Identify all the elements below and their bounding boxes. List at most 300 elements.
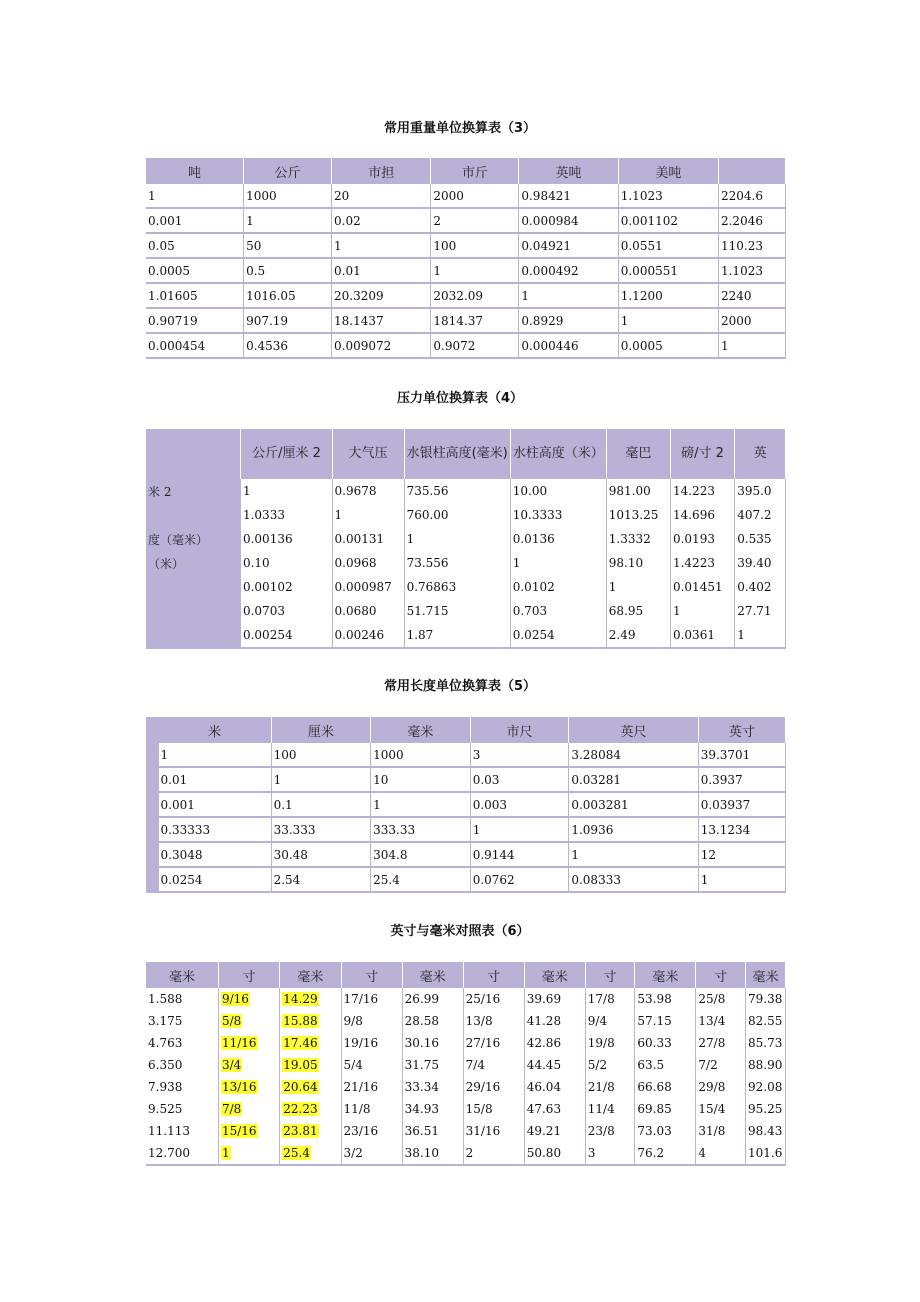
table-cell: 0.009072 <box>332 333 431 358</box>
column-header: 寸 <box>341 962 402 988</box>
table-cell: 4 <box>696 1142 746 1165</box>
table-row <box>146 283 786 308</box>
highlighted-value: 14.29 <box>283 992 318 1006</box>
table-cell: 1.1023 <box>718 258 785 283</box>
table-cell: 1.4223 <box>670 551 734 575</box>
table-cell: 304.8 <box>371 842 471 867</box>
table-cell: 0.3937 <box>698 767 785 792</box>
table-cell: 1 <box>332 503 404 527</box>
table-cell: 25/16 <box>463 988 524 1010</box>
table-cell: 29/16 <box>463 1076 524 1098</box>
weight-conversion-table <box>146 158 786 359</box>
table-row <box>146 233 786 258</box>
table-cell: 2000 <box>431 184 519 208</box>
table-cell: 21/8 <box>585 1076 635 1098</box>
table-cell: 1.3332 <box>606 527 670 551</box>
table-cell: 2 <box>431 208 519 233</box>
table-edge-cell <box>146 842 158 867</box>
table-cell: 0.03281 <box>569 767 698 792</box>
table-cell: 1 <box>470 817 569 842</box>
table-cell: 14.223 <box>670 479 734 503</box>
table-cell: 60.33 <box>635 1032 696 1054</box>
table-cell: 1 <box>718 333 785 358</box>
table-cell: 5/2 <box>585 1054 635 1076</box>
table-cell: 1 <box>371 792 471 817</box>
table-cell: 0.003 <box>470 792 569 817</box>
inch-mm-table-clip <box>146 962 786 1166</box>
table-cell: 1 <box>431 258 519 283</box>
table-cell: 0.0551 <box>618 233 718 258</box>
table-cell: 20.3209 <box>332 283 431 308</box>
highlighted-value: 11/16 <box>221 1036 257 1050</box>
table-cell: 12.700 <box>146 1142 218 1165</box>
column-header: 寸 <box>218 962 279 988</box>
table-edge-cell <box>146 767 158 792</box>
table-cell <box>218 1032 279 1054</box>
table-cell: 0.000446 <box>519 333 618 358</box>
table-cell: 1814.37 <box>431 308 519 333</box>
table-cell: 39.40 <box>735 551 786 575</box>
column-header: 毫米 <box>146 962 218 988</box>
length-table-clip <box>146 717 786 893</box>
table-cell: 0.98421 <box>519 184 618 208</box>
table-cell: 0.00254 <box>241 623 332 648</box>
table-cell: 33.34 <box>402 1076 463 1098</box>
highlighted-value: 15.88 <box>283 1014 318 1028</box>
table-cell: 0.0005 <box>146 258 244 283</box>
column-header: 毫米 <box>635 962 696 988</box>
table-cell: 1 <box>271 767 371 792</box>
table-cell: 1000 <box>371 743 471 767</box>
table-cell: 0.0762 <box>470 867 569 892</box>
column-header <box>718 158 785 184</box>
table-header-row <box>146 717 786 743</box>
table-cell: 50 <box>244 233 332 258</box>
weight-table-clip <box>146 158 786 359</box>
table-cell: 101.6 <box>746 1142 786 1165</box>
table-cell: 1 <box>158 743 271 767</box>
table-cell: 85.73 <box>746 1032 786 1054</box>
table-cell: 31/16 <box>463 1120 524 1142</box>
table-cell: 38.10 <box>402 1142 463 1165</box>
table-header-row <box>146 429 786 479</box>
table-cell: 7/4 <box>463 1054 524 1076</box>
table-cell: 26.99 <box>402 988 463 1010</box>
highlighted-value: 19.05 <box>283 1058 318 1072</box>
table-cell: 11/4 <box>585 1098 635 1120</box>
table-cell: 0.9678 <box>332 479 404 503</box>
table-cell: 14.696 <box>670 503 734 527</box>
table-cell: 0.001 <box>146 208 244 233</box>
column-header: 磅/寸 2 <box>670 429 734 479</box>
column-header: 市担 <box>332 158 431 184</box>
table-cell: 19/16 <box>341 1032 402 1054</box>
table-cell: 1.0333 <box>241 503 332 527</box>
table-cell: 15/4 <box>696 1098 746 1120</box>
table-cell: 10.3333 <box>510 503 606 527</box>
table-row <box>146 817 786 842</box>
table-cell: 3 <box>470 743 569 767</box>
table-cell: 100 <box>431 233 519 258</box>
table-cell: 63.5 <box>635 1054 696 1076</box>
highlighted-value: 17.46 <box>283 1036 318 1050</box>
table-cell: 57.15 <box>635 1010 696 1032</box>
table-cell: 79.38 <box>746 988 786 1010</box>
column-header: 寸 <box>463 962 524 988</box>
table-cell <box>218 1076 279 1098</box>
table-header-row <box>146 962 786 988</box>
table-cell: 28.58 <box>402 1010 463 1032</box>
table-cell: 27/8 <box>696 1032 746 1054</box>
column-header: 市尺 <box>470 717 569 743</box>
column-header: 毫米 <box>371 717 471 743</box>
table-edge-cell <box>146 743 158 767</box>
highlighted-value: 22.23 <box>283 1102 318 1116</box>
table-cell: 9.525 <box>146 1098 218 1120</box>
table-cell: 907.19 <box>244 308 332 333</box>
table-cell: 0.0102 <box>510 575 606 599</box>
table-cell: 23/8 <box>585 1120 635 1142</box>
table-cell: 17/16 <box>341 988 402 1010</box>
table-cell: 0.8929 <box>519 308 618 333</box>
table-cell <box>280 1120 341 1142</box>
table-cell: 0.001102 <box>618 208 718 233</box>
table-cell: 0.10 <box>241 551 332 575</box>
table-cell: 1.588 <box>146 988 218 1010</box>
table-row <box>146 1098 786 1120</box>
table-cell <box>280 1142 341 1165</box>
title-inch-mm-table: 英寸与毫米对照表（6） <box>390 924 530 939</box>
column-header: 公斤/厘米 2 <box>241 429 332 479</box>
table-cell: 51.715 <box>404 599 510 623</box>
table-cell: 2.2046 <box>718 208 785 233</box>
table-cell: 1.01605 <box>146 283 244 308</box>
table-cell: 0.02 <box>332 208 431 233</box>
row-label-cell <box>146 503 241 527</box>
table-cell: 0.76863 <box>404 575 510 599</box>
table-cell: 7/2 <box>696 1054 746 1076</box>
table-row <box>146 503 786 527</box>
table-cell: 0.90719 <box>146 308 244 333</box>
table-cell: 0.402 <box>735 575 786 599</box>
column-header: 美吨 <box>618 158 718 184</box>
table-cell: 0.08333 <box>569 867 698 892</box>
table-cell: 12 <box>698 842 785 867</box>
table-cell: 4.763 <box>146 1032 218 1054</box>
table-cell: 66.68 <box>635 1076 696 1098</box>
table-cell: 0.3048 <box>158 842 271 867</box>
table-cell: 41.28 <box>524 1010 585 1032</box>
table-cell: 2 <box>463 1142 524 1165</box>
table-cell: 3.28084 <box>569 743 698 767</box>
table-cell: 0.0005 <box>618 333 718 358</box>
table-cell <box>280 1054 341 1076</box>
table-cell: 15/8 <box>463 1098 524 1120</box>
column-header: 毫米 <box>280 962 341 988</box>
table-edge-cell <box>146 717 158 743</box>
table-cell <box>218 1142 279 1165</box>
table-cell: 1 <box>404 527 510 551</box>
column-header: 米 <box>158 717 271 743</box>
table-cell <box>218 1098 279 1120</box>
table-cell: 0.000984 <box>519 208 618 233</box>
table-cell: 10 <box>371 767 471 792</box>
table-cell: 49.21 <box>524 1120 585 1142</box>
table-cell: 0.0703 <box>241 599 332 623</box>
table-cell: 0.03 <box>470 767 569 792</box>
table-cell: 2.49 <box>606 623 670 648</box>
column-header: 英尺 <box>569 717 698 743</box>
table-cell: 5/4 <box>341 1054 402 1076</box>
title-pressure-table: 压力单位换算表（4） <box>396 391 524 406</box>
column-header: 英寸 <box>698 717 785 743</box>
table-cell: 1 <box>569 842 698 867</box>
table-cell: 3.175 <box>146 1010 218 1032</box>
highlighted-value: 3/4 <box>221 1058 242 1072</box>
table-cell: 82.55 <box>746 1010 786 1032</box>
table-cell: 1.0936 <box>569 817 698 842</box>
table-cell: 0.0254 <box>510 623 606 648</box>
table-cell: 33.333 <box>271 817 371 842</box>
table-cell: 0.9072 <box>431 333 519 358</box>
table-cell <box>218 1120 279 1142</box>
table-cell: 1 <box>332 233 431 258</box>
table-cell <box>280 988 341 1010</box>
table-cell: 23/16 <box>341 1120 402 1142</box>
table-cell: 395.0 <box>735 479 786 503</box>
table-cell: 0.33333 <box>158 817 271 842</box>
table-cell: 1.87 <box>404 623 510 648</box>
table-row <box>146 867 786 892</box>
table-cell: 11/8 <box>341 1098 402 1120</box>
table-cell: 0.00246 <box>332 623 404 648</box>
table-cell: 88.90 <box>746 1054 786 1076</box>
table-cell: 1016.05 <box>244 283 332 308</box>
table-cell: 0.000987 <box>332 575 404 599</box>
column-header: 市斤 <box>431 158 519 184</box>
table-row <box>146 767 786 792</box>
table-cell: 1 <box>698 867 785 892</box>
table-cell: 1 <box>241 479 332 503</box>
table-cell: 31/8 <box>696 1120 746 1142</box>
column-header <box>146 429 241 479</box>
table-cell: 0.000454 <box>146 333 244 358</box>
title-weight-table: 常用重量单位换算表（3） <box>383 121 537 136</box>
table-row <box>146 527 786 551</box>
table-cell: 69.85 <box>635 1098 696 1120</box>
table-row <box>146 1032 786 1054</box>
table-cell: 1 <box>146 184 244 208</box>
table-cell: 1 <box>510 551 606 575</box>
table-cell: 44.45 <box>524 1054 585 1076</box>
table-cell: 2.54 <box>271 867 371 892</box>
length-conversion-table <box>146 717 786 893</box>
column-header: 毫米 <box>402 962 463 988</box>
table-cell: 1000 <box>244 184 332 208</box>
table-cell: 735.56 <box>404 479 510 503</box>
table-cell: 25.4 <box>371 867 471 892</box>
table-row <box>146 623 786 648</box>
column-header: 公斤 <box>244 158 332 184</box>
table-cell: 47.63 <box>524 1098 585 1120</box>
table-row <box>146 842 786 867</box>
table-cell: 1 <box>606 575 670 599</box>
table-cell: 7.938 <box>146 1076 218 1098</box>
table-cell: 0.03937 <box>698 792 785 817</box>
table-cell: 76.2 <box>635 1142 696 1165</box>
table-cell: 1.1200 <box>618 283 718 308</box>
highlighted-value: 25.4 <box>283 1146 310 1160</box>
table-cell: 0.4536 <box>244 333 332 358</box>
table-row <box>146 792 786 817</box>
inch-mm-table <box>146 962 786 1166</box>
table-cell: 110.23 <box>718 233 785 258</box>
table-cell: 20 <box>332 184 431 208</box>
table-cell: 92.08 <box>746 1076 786 1098</box>
column-header: 英 <box>735 429 786 479</box>
table-cell: 407.2 <box>735 503 786 527</box>
table-row <box>146 208 786 233</box>
table-cell: 0.0136 <box>510 527 606 551</box>
table-cell: 73.03 <box>635 1120 696 1142</box>
table-cell: 0.01451 <box>670 575 734 599</box>
table-cell: 0.0968 <box>332 551 404 575</box>
column-header: 寸 <box>696 962 746 988</box>
table-cell: 13/8 <box>463 1010 524 1032</box>
table-cell: 760.00 <box>404 503 510 527</box>
table-row <box>146 1142 786 1165</box>
column-header: 毫米 <box>746 962 786 988</box>
table-edge-cell <box>146 817 158 842</box>
table-row <box>146 599 786 623</box>
table-cell: 11.113 <box>146 1120 218 1142</box>
table-row <box>146 551 786 575</box>
table-cell: 1 <box>519 283 618 308</box>
table-row <box>146 1120 786 1142</box>
table-cell <box>218 1054 279 1076</box>
table-cell: 18.1437 <box>332 308 431 333</box>
table-cell: 0.000551 <box>618 258 718 283</box>
table-cell: 68.95 <box>606 599 670 623</box>
table-cell: 0.05 <box>146 233 244 258</box>
table-cell: 13/4 <box>696 1010 746 1032</box>
table-cell: 30.48 <box>271 842 371 867</box>
table-cell: 0.00136 <box>241 527 332 551</box>
table-cell: 0.9144 <box>470 842 569 867</box>
table-cell: 0.0680 <box>332 599 404 623</box>
table-cell: 0.00102 <box>241 575 332 599</box>
pressure-table-clip <box>146 429 786 649</box>
table-cell <box>280 1076 341 1098</box>
column-header: 英吨 <box>519 158 618 184</box>
row-label-cell: （米） <box>146 551 241 575</box>
table-cell: 25/8 <box>696 988 746 1010</box>
table-cell <box>280 1032 341 1054</box>
table-cell: 29/8 <box>696 1076 746 1098</box>
table-row <box>146 1054 786 1076</box>
table-cell: 39.3701 <box>698 743 785 767</box>
table-cell: 0.0361 <box>670 623 734 648</box>
column-header: 寸 <box>585 962 635 988</box>
table-cell: 30.16 <box>402 1032 463 1054</box>
column-header: 水银柱高度(毫米) <box>404 429 510 479</box>
highlighted-value: 13/16 <box>221 1080 257 1094</box>
table-cell: 39.69 <box>524 988 585 1010</box>
table-cell: 0.01 <box>332 258 431 283</box>
table-cell: 2000 <box>718 308 785 333</box>
column-header: 吨 <box>146 158 244 184</box>
table-cell: 0.00131 <box>332 527 404 551</box>
highlighted-value: 15/16 <box>221 1124 257 1138</box>
highlighted-value: 20.64 <box>283 1080 318 1094</box>
table-row <box>146 1010 786 1032</box>
table-cell: 2032.09 <box>431 283 519 308</box>
table-cell: 2240 <box>718 283 785 308</box>
table-cell: 0.04921 <box>519 233 618 258</box>
table-cell: 98.43 <box>746 1120 786 1142</box>
row-label-cell <box>146 623 241 648</box>
table-cell: 981.00 <box>606 479 670 503</box>
column-header: 厘米 <box>271 717 371 743</box>
table-cell: 1 <box>244 208 332 233</box>
table-cell: 13.1234 <box>698 817 785 842</box>
table-cell: 0.703 <box>510 599 606 623</box>
table-cell: 3/2 <box>341 1142 402 1165</box>
table-cell: 10.00 <box>510 479 606 503</box>
highlighted-value: 23.81 <box>283 1124 318 1138</box>
table-cell <box>280 1098 341 1120</box>
row-label-cell <box>146 599 241 623</box>
table-cell: 1 <box>618 308 718 333</box>
column-header: 毫巴 <box>606 429 670 479</box>
table-row <box>146 1076 786 1098</box>
table-cell: 9/4 <box>585 1010 635 1032</box>
table-cell <box>218 988 279 1010</box>
highlighted-value: 5/8 <box>221 1014 242 1028</box>
highlighted-value: 9/16 <box>221 992 249 1006</box>
table-row <box>146 333 786 358</box>
table-cell: 21/16 <box>341 1076 402 1098</box>
table-row <box>146 575 786 599</box>
table-cell: 1.1023 <box>618 184 718 208</box>
table-cell: 1 <box>735 623 786 648</box>
table-cell: 50.80 <box>524 1142 585 1165</box>
table-cell <box>218 1010 279 1032</box>
table-cell: 0.0193 <box>670 527 734 551</box>
table-cell: 42.86 <box>524 1032 585 1054</box>
table-cell: 3 <box>585 1142 635 1165</box>
table-cell <box>280 1010 341 1032</box>
table-header-row <box>146 158 786 184</box>
table-cell: 0.5 <box>244 258 332 283</box>
table-row <box>146 258 786 283</box>
table-cell: 1013.25 <box>606 503 670 527</box>
row-label-cell: 度（毫米） <box>146 527 241 551</box>
table-edge-cell <box>146 792 158 817</box>
column-header: 大气压 <box>332 429 404 479</box>
table-cell: 19/8 <box>585 1032 635 1054</box>
table-cell: 100 <box>271 743 371 767</box>
table-cell: 2204.6 <box>718 184 785 208</box>
table-cell: 0.1 <box>271 792 371 817</box>
table-cell: 333.33 <box>371 817 471 842</box>
table-row <box>146 184 786 208</box>
pressure-conversion-table <box>146 429 786 649</box>
table-cell: 27.71 <box>735 599 786 623</box>
table-cell: 31.75 <box>402 1054 463 1076</box>
table-cell: 34.93 <box>402 1098 463 1120</box>
table-cell: 0.003281 <box>569 792 698 817</box>
